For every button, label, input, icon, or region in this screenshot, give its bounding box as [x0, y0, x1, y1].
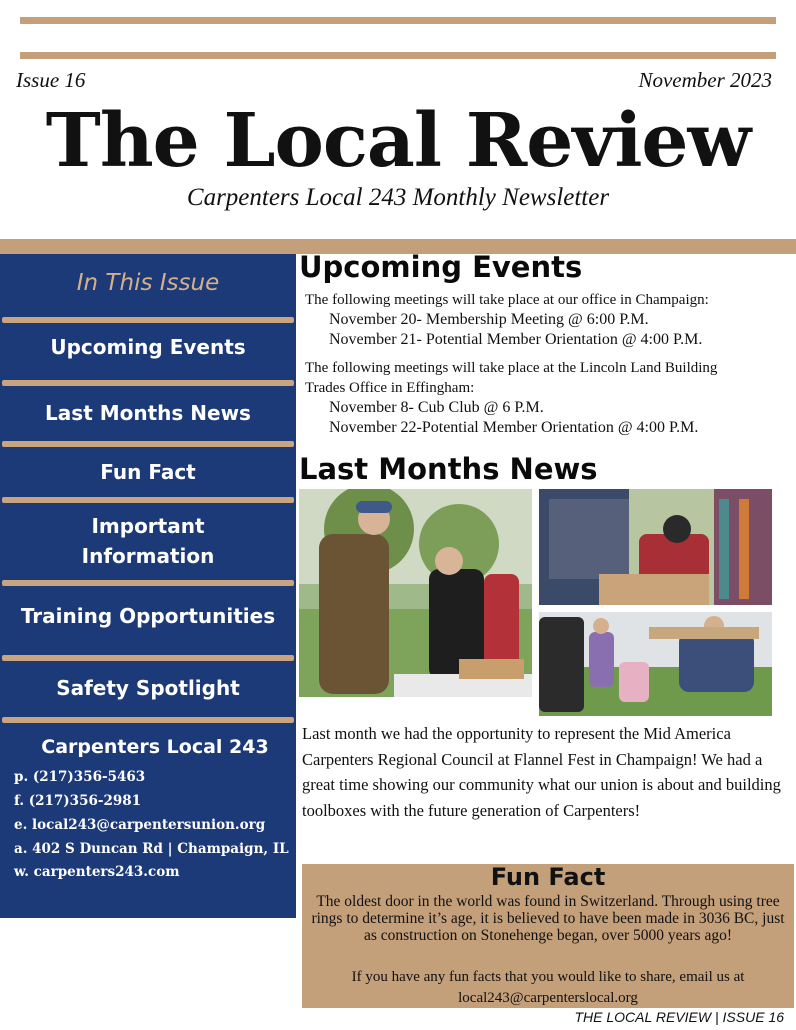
page-footer: THE LOCAL REVIEW | ISSUE 16: [574, 1009, 784, 1025]
fun-fact-cta-text: If you have any fun facts that you would like to share, email us at: [351, 969, 745, 985]
news-photo-3: [539, 612, 772, 716]
news-heading: Last Months News: [299, 452, 598, 486]
contact-phone: p. (217)356-5463: [14, 769, 146, 785]
toc-item-training-opportunities[interactable]: Training Opportunities: [20, 604, 276, 628]
top-rule-2: [20, 52, 776, 59]
toc-item-important[interactable]: Important: [91, 514, 205, 538]
events-heading: Upcoming Events: [299, 250, 583, 284]
toc-divider: [2, 441, 294, 447]
contact-fax: f. (217)356-2981: [14, 793, 142, 809]
toc-item-last-months-news[interactable]: Last Months News: [45, 401, 251, 425]
issue-date: November 2023: [638, 68, 772, 92]
events-block-2: [305, 358, 785, 438]
event-item: November 20- Membership Meeting @ 6:00 P.M.: [329, 311, 649, 328]
toc-item-information[interactable]: Information: [81, 544, 215, 568]
newsletter-subtitle: Carpenters Local 243 Monthly Newsletter: [186, 184, 610, 211]
events-intro-2a: The following meetings will take place at the Lincoln Land Building: [305, 360, 718, 376]
toc-item-safety-spotlight[interactable]: Safety Spotlight: [56, 676, 240, 700]
fun-fact-email[interactable]: local243@carpenterslocal.org: [458, 990, 638, 1006]
event-item: November 21- Potential Member Orientation @ 4:00 P.M.: [329, 331, 703, 348]
events-intro-1: The following meetings will take place at our office in Champaign:: [305, 292, 709, 308]
contact-address: a. 402 S Duncan Rd | Champaign, IL: [14, 841, 289, 857]
events-block-1: [305, 290, 785, 350]
contact-title: Carpenters Local 243: [41, 736, 269, 758]
news-photo-1: [299, 489, 532, 697]
event-item: November 22-Potential Member Orientation @ 4:00 P.M.: [329, 419, 699, 436]
news-photo-2: [539, 489, 772, 605]
toc-item-fun-fact[interactable]: Fun Fact: [100, 460, 196, 484]
toc-title: In This Issue: [76, 270, 220, 296]
toc-divider: [2, 380, 294, 386]
events-intro-2b: Trades Office in Effingham:: [305, 380, 475, 396]
issue-number: Issue 16: [16, 68, 86, 92]
toc-divider: [2, 717, 294, 723]
toc-divider: [2, 497, 294, 503]
toc-divider: [2, 317, 294, 323]
news-body: Last month we had the opportunity to represent the Mid America Carpenters Regional Council at Flannel Fest in Champaign! We had a great time showing our community what our union is about and building toolboxes with the future generation of Carpenters!: [302, 724, 781, 820]
fun-fact-heading: Fun Fact: [490, 863, 606, 891]
contact-website[interactable]: w. carpenters243.com: [14, 864, 180, 880]
toc-divider: [2, 580, 294, 586]
toc-divider: [2, 655, 294, 661]
newsletter-title: The Local Review: [45, 98, 751, 184]
contact-email[interactable]: e. local243@carpentersunion.org: [14, 817, 266, 833]
top-rule: [20, 17, 776, 24]
fun-fact-cta: [306, 967, 790, 1009]
fun-fact-body: The oldest door in the world was found in Switzerland. Through using tree rings to determine it’s age, it is believed to have been made in 3036 BC, just as construction on Stonehenge began, over 5000 years ago!: [311, 893, 785, 944]
event-item: November 8- Cub Club @ 6 P.M.: [329, 399, 544, 416]
toc-item-upcoming-events[interactable]: Upcoming Events: [50, 335, 246, 359]
